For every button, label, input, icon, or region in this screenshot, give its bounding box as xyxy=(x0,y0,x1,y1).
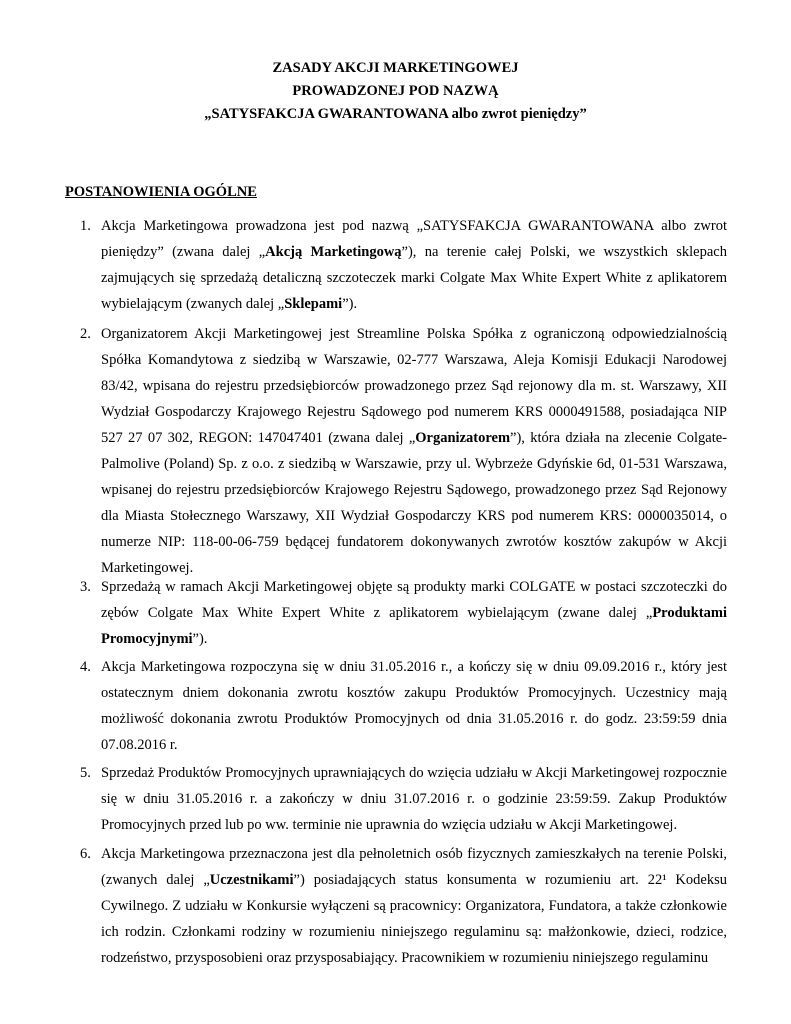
text-run: Akcja Marketingowa prowadzona jest pod nazwą „SATYSFAKCJA GWARANTOWANA albo zwrot pieniędzy” (zwana dalej „ xyxy=(101,218,727,260)
defined-term: Sklepami xyxy=(284,296,343,312)
document-title xyxy=(0,57,791,126)
text-run: Organizatorem Akcji Marketingowej jest Streamline Polska Spółka z ograniczoną odpowiedzialnością Spółka Komandytowa z siedzibą w Warszawie, 02-777 Warszawa, Aleja Komisji Edukacji Narodowej 83/42, wpisana do rejestru przedsiębiorców prowadzonego przez Sąd rejonowy dla m. st. Warszawy, XII Wydział Gospodarczy Krajowego Rejestru Sądowego pod numerem KRS 0000491588, posiadająca NIP 527 27 07 302, REGON: 147047401 (zwana dalej „ xyxy=(101,326,727,446)
text-run: ”). xyxy=(192,631,208,647)
section-heading: POSTANOWIENIA OGÓLNE xyxy=(65,184,257,200)
list-item-number: 4. xyxy=(80,659,91,675)
defined-term: Uczestnikami xyxy=(209,872,294,888)
text-run: Akcja Marketingowa rozpoczyna się w dniu 31.05.2016 r., a kończy się w dniu 09.09.2016 r., który jest ostatecznym dniem dokonania zwrotu kosztów zakupu Produktów Promocyjnych. Uczestnicy mają możliwość dokonania zwrotu Produktów Promocyjnych od dnia 31.05.2016 r. do godz. 23:59:59 dnia 07.08.2016 r. xyxy=(101,659,727,753)
title-line-3: „SATYSFAKCJA GWARANTOWANA albo zwrot pieniędzy” xyxy=(204,106,587,122)
defined-term: Produktami Promocyjnymi xyxy=(101,605,727,647)
text-run: ”), która działa na zlecenie Colgate-Palmolive (Poland) Sp. z o.o. z siedzibą w Warszawie, przy ul. Wybrzeże Gdyńskie 6d, 01-531 Warszawa, wpisanej do rejestru przedsiębiorców Krajowego Rejestru Sądowego, prowadzonego przez Sąd Rejonowy dla Miasta Stołecznego Warszawy, XII Wydział Gospodarczy KRS pod numerem KRS: 0000035014, o numerze NIP: 118-00-06-759 będącej fundatorem dokonywanych zwrotów kosztów zakupów w Akcji Marketingowej. xyxy=(101,430,727,576)
text-run: ”) posiadających status konsumenta w rozumieniu art. 22¹ Kodeksu Cywilnego. Z udziału w Konkursie wyłączeni są pracownicy: Organizatora, Fundatora, a także członkowie ich rodzin. Członkami rodziny w rozumieniu niniejszego regulaminu są: małżonkowie, dzieci, rodzice, rodzeństwo, przysposobieni oraz przysposabiający. Pracownikiem w rozumieniu niniejszego regulaminu xyxy=(101,872,727,966)
defined-term: Akcją Marketingową xyxy=(265,244,402,260)
text-run: ”), na terenie całej Polski, we wszystkich sklepach zajmujących się sprzedażą detaliczną szczoteczek marki Colgate Max White Expert White z aplikatorem wybielającym (zwanych dalej „ xyxy=(101,244,727,312)
list-item-text xyxy=(101,841,727,971)
list-item-number: 3. xyxy=(80,579,91,595)
text-run: Sprzedażą w ramach Akcji Marketingowej objęte są produkty marki COLGATE w postaci szczoteczki do zębów Colgate Max White Expert White z aplikatorem wybielającym (zwane dalej „ xyxy=(101,579,727,621)
list-item-number: 6. xyxy=(80,846,91,862)
list-item-text xyxy=(101,654,727,758)
list-item-text xyxy=(101,574,727,652)
list-item-number: 1. xyxy=(80,218,91,234)
title-line-2: PROWADZONEJ POD NAZWĄ xyxy=(292,83,499,99)
list-item-text xyxy=(101,760,727,838)
list-item-text xyxy=(101,321,727,581)
text-run: Sprzedaż Produktów Promocyjnych uprawniających do wzięcia udziału w Akcji Marketingowej rozpocznie się w dniu 31.05.2016 r. a zakończy w dniu 31.07.2016 r. o godzinie 23:59:59. Zakup Produktów Promocyjnych przed lub po ww. terminie nie uprawnia do wzięcia udziału w Akcji Marketingowej. xyxy=(101,765,727,833)
defined-term: Organizatorem xyxy=(415,430,511,446)
text-run: ”). xyxy=(342,296,358,312)
title-line-1: ZASADY AKCJI MARKETINGOWEJ xyxy=(272,60,519,76)
list-item-number: 2. xyxy=(80,326,91,342)
list-item-text xyxy=(101,213,727,317)
text-run: Akcja Marketingowa przeznaczona jest dla pełnoletnich osób fizycznych zamieszkałych na terenie Polski, (zwanych dalej „ xyxy=(101,846,727,888)
list-item-number: 5. xyxy=(80,765,91,781)
